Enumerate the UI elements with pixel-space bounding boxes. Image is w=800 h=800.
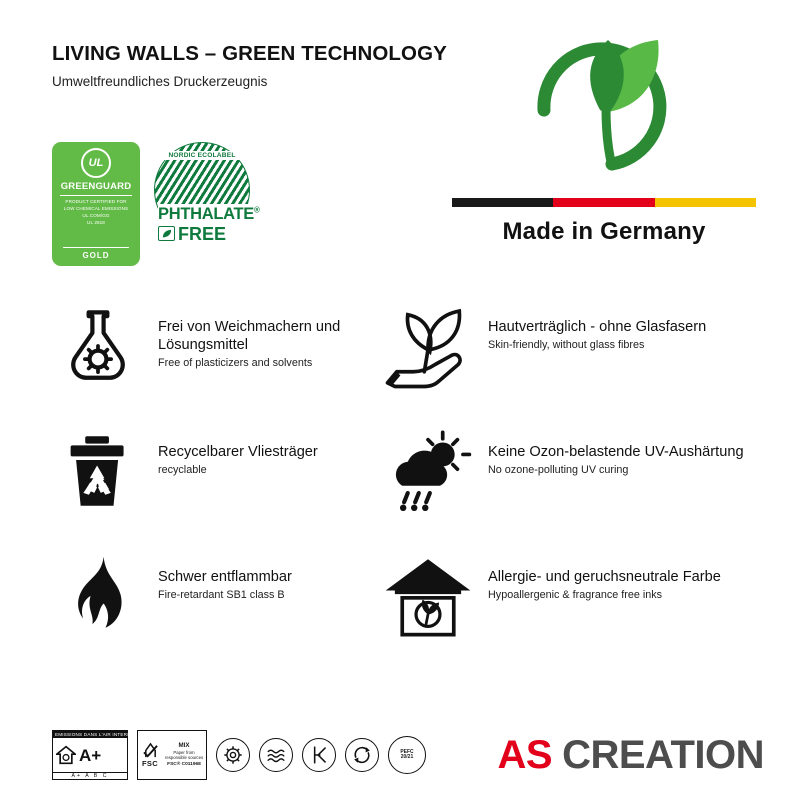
footer-bar: [52, 726, 764, 784]
recycle-circle-icon: [345, 738, 379, 772]
made-in-germany-label: Made in Germany: [502, 218, 706, 245]
feature-text: [158, 425, 318, 476]
feature-label-en: Hypoallergenic & fragrance free inks: [488, 589, 663, 602]
greenguard-line-3: UL.COM/GG: [82, 212, 110, 218]
recycle-bin-icon: [52, 425, 144, 517]
pefc-label: PEFC: [400, 748, 414, 755]
feature-label-de: Recycelbarer Vliesträger: [158, 444, 318, 460]
feature-text: [488, 550, 721, 601]
as-creation-logo: [498, 733, 765, 778]
header-text-block: [52, 42, 472, 89]
flask-icon: [52, 300, 144, 392]
feature-label-de: Keine Ozon-belastende UV-Aushärtung: [488, 444, 744, 460]
fsc-tree-checkmark-icon: [143, 742, 158, 759]
greenguard-level: GOLD: [63, 247, 129, 260]
feature-label-de: Frei von Weichmachern und Lösungsmittel: [158, 319, 341, 354]
flag-stripe-red: [553, 198, 654, 207]
feature-item: [52, 300, 382, 425]
emissions-header: EMISSIONS DANS L'AIR INTERIEUR: [55, 732, 139, 737]
feature-item: [52, 550, 382, 675]
leaf-box-icon: [158, 226, 175, 241]
pefc-badge: [388, 736, 426, 774]
greenguard-details: [56, 199, 136, 227]
nordic-ecolabel-label: NORDIC ECOLABEL: [163, 151, 240, 160]
feature-label-en: Free of plasticizers and solvents: [158, 357, 313, 370]
pefc-code: 20/21: [400, 754, 414, 760]
certification-badges: [52, 142, 264, 266]
fsc-mix-label: MIX: [178, 742, 190, 750]
feature-label-de: Allergie- und geruchsneutrale Farbe: [488, 569, 721, 585]
divider: [60, 195, 132, 196]
feature-item: [382, 425, 764, 550]
fsc-sub-1: Paper from: [173, 750, 195, 756]
german-flag-bar: [452, 198, 756, 207]
house-plant-icon: [382, 550, 474, 642]
feature-text: [158, 300, 382, 369]
feature-item: [382, 550, 764, 675]
logo-creation: CREATION: [562, 732, 764, 777]
hand-plant-icon: [382, 300, 474, 392]
phthalate-word: PHTHALATE®: [158, 205, 260, 223]
indoor-air-emissions-badge: [52, 730, 139, 780]
phthalate-free-word: FREE: [158, 225, 266, 243]
feature-label-en: recyclable: [158, 464, 207, 477]
fsc-sub-2: responsible sources: [164, 755, 204, 761]
emissions-scale: A+ A B C: [53, 772, 127, 779]
greenguard-gold-badge: [52, 142, 140, 266]
page-subtitle: Umweltfreundliches Druckerzeugnis: [52, 74, 268, 89]
greenguard-line-1: PRODUCT CERTIFIED FOR: [65, 199, 127, 204]
house-icon: [56, 745, 76, 765]
flame-icon: [52, 550, 144, 642]
fsc-logo: [138, 731, 162, 779]
living-walls-leaf-logo: [516, 24, 686, 174]
phthalate-free-badge: [158, 204, 266, 245]
emissions-body: [53, 738, 127, 772]
fsc-code: FSC® C011968: [167, 761, 201, 767]
gear-circle-icon: [216, 738, 250, 772]
feature-item: [52, 425, 382, 550]
feature-text: [488, 425, 744, 476]
emissions-grade: A+: [79, 745, 102, 765]
feature-label-en: Skin-friendly, without glass fibres: [488, 339, 645, 352]
no-entry-circle-icon: [302, 738, 336, 772]
ul-mark-icon: UL: [81, 148, 111, 178]
flag-stripe-gold: [655, 198, 756, 207]
feature-text: [488, 300, 706, 351]
feature-text: [158, 550, 292, 601]
greenguard-line-2: LOW CHEMICAL EMISSIONS: [63, 205, 129, 211]
feature-label-en: No ozone-polluting UV curing: [488, 464, 629, 477]
feature-label-en: Fire-retardant SB1 class B: [158, 589, 285, 602]
greenguard-name: GREENGUARD: [60, 181, 132, 192]
footer-certification-icons: [52, 730, 426, 780]
fsc-mix-badge: [137, 730, 207, 780]
fsc-wordmark: FSC: [142, 759, 158, 768]
fsc-details: [162, 731, 206, 779]
waves-circle-icon: [259, 738, 293, 772]
page-title: LIVING WALLS – GREEN TECHNOLOGY: [52, 42, 447, 65]
feature-label-de: Schwer entflammbar: [158, 569, 292, 585]
feature-grid: [52, 300, 764, 675]
feature-label-de: Hautverträglich - ohne Glasfasern: [488, 319, 707, 335]
sun-cloud-rain-icon: [382, 425, 474, 517]
flag-stripe-black: [452, 198, 553, 207]
feature-item: [382, 300, 764, 425]
greenguard-line-4: UL 2818: [87, 219, 105, 225]
logo-as: AS: [497, 732, 553, 777]
nordic-phthalate-group: [154, 142, 264, 244]
